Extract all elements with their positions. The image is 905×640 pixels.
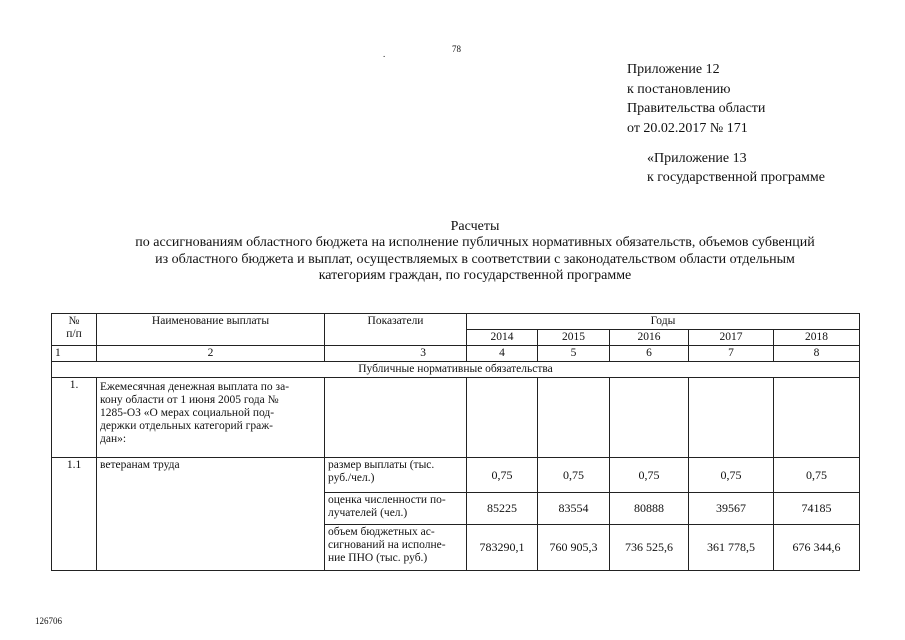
value-cell: 676 344,6 (774, 525, 860, 571)
empty-cell (774, 378, 860, 458)
value-cell: 80888 (610, 493, 689, 525)
year-cell: 2014 (467, 330, 538, 346)
year-cell: 2016 (610, 330, 689, 346)
empty-cell (610, 378, 689, 458)
item-name-line: держки отдельных категорий граж- (100, 420, 273, 432)
program-appendix-line: «Приложение 13 (647, 151, 747, 166)
empty-cell (538, 378, 610, 458)
value-cell: 783290,1 (467, 525, 538, 571)
section-row (52, 362, 860, 378)
indicator-line: объем бюджетных ас- (328, 526, 435, 538)
page-number: 78 (452, 44, 461, 54)
program-appendix-block (647, 150, 825, 187)
value-cell: 0,75 (774, 458, 860, 493)
column-number: 4 (467, 346, 538, 362)
value-cell: 0,75 (610, 458, 689, 493)
column-number: 7 (689, 346, 774, 362)
program-appendix-line: к государственной программе (647, 169, 825, 185)
header-years: Годы (467, 314, 860, 330)
appendix-line: Правительства области (627, 101, 766, 116)
item-row (52, 378, 860, 458)
column-number: 3 (325, 346, 467, 362)
indicator-line: ние ПНО (тыс. руб.) (328, 552, 428, 564)
column-number: 6 (610, 346, 689, 362)
appendix-line: к постановлению (627, 81, 731, 97)
budget-table (51, 313, 860, 571)
year-cell: 2018 (774, 330, 860, 346)
item-name-line: дан»: (100, 433, 127, 445)
header-name: Наименование выплаты (97, 314, 325, 346)
column-number: 5 (538, 346, 610, 362)
value-cell: 0,75 (538, 458, 610, 493)
header-num (52, 314, 97, 346)
year-cell: 2017 (689, 330, 774, 346)
value-cell: 0,75 (689, 458, 774, 493)
header-num-line: № (68, 315, 80, 327)
empty-cell (325, 378, 467, 458)
item-name-line: Ежемесячная денежная выплата по за- (100, 381, 290, 393)
empty-cell (689, 378, 774, 458)
item-name-line: кону области от 1 июня 2005 года № (100, 394, 279, 406)
appendix-block (627, 60, 765, 138)
item-name (97, 378, 325, 458)
header-indicators: Показатели (325, 314, 467, 346)
column-number: 2 (97, 346, 325, 362)
year-cell: 2015 (538, 330, 610, 346)
empty-cell (467, 378, 538, 458)
column-number: 1 (52, 346, 97, 362)
appendix-line: от 20.02.2017 № 171 (627, 120, 748, 136)
value-cell: 74185 (774, 493, 860, 525)
column-number-row (52, 346, 860, 362)
item-number: 1. (52, 378, 97, 458)
data-row (52, 458, 860, 493)
title-line: из областного бюджета и выплат, осуществляемых в соответствии с законодательством области отдельным (155, 251, 795, 267)
indicator-line: руб./чел.) (328, 472, 375, 484)
value-cell: 760 905,3 (538, 525, 610, 571)
value-cell: 0,75 (467, 458, 538, 493)
document-code: 126706 (35, 616, 62, 626)
value-cell: 83554 (538, 493, 610, 525)
indicator-line: лучателей (чел.) (328, 507, 408, 519)
column-number: 8 (774, 346, 860, 362)
document-title (80, 219, 870, 284)
indicator-line: оценка численности по- (328, 494, 446, 506)
title-line: по ассигнованиям областного бюджета на исполнение публичных нормативных обязательств, объемов субвенций (135, 235, 815, 251)
value-cell: 361 778,5 (689, 525, 774, 571)
appendix-line: Приложение 12 (627, 62, 720, 77)
indicator-line: сигнований на исполне- (328, 539, 446, 551)
indicator-line: размер выплаты (тыс. (328, 459, 435, 471)
indicator-cell (325, 525, 467, 571)
value-cell: 85225 (467, 493, 538, 525)
value-cell: 736 525,6 (610, 525, 689, 571)
header-num-line: п/п (66, 328, 82, 340)
scan-speck: . (383, 49, 386, 59)
section-heading: Публичные нормативные обязательства (52, 362, 860, 378)
indicator-cell (325, 493, 467, 525)
item-name-line: 1285-ОЗ «О мерах социальной под- (100, 407, 275, 419)
indicator-cell (325, 458, 467, 493)
subitem-name: ветеранам труда (97, 458, 325, 571)
subitem-number: 1.1 (52, 458, 97, 571)
header-row (52, 314, 860, 330)
value-cell: 39567 (689, 493, 774, 525)
title-line: Расчеты (450, 219, 500, 234)
title-line: категориям граждан, по государственной программе (318, 267, 632, 283)
